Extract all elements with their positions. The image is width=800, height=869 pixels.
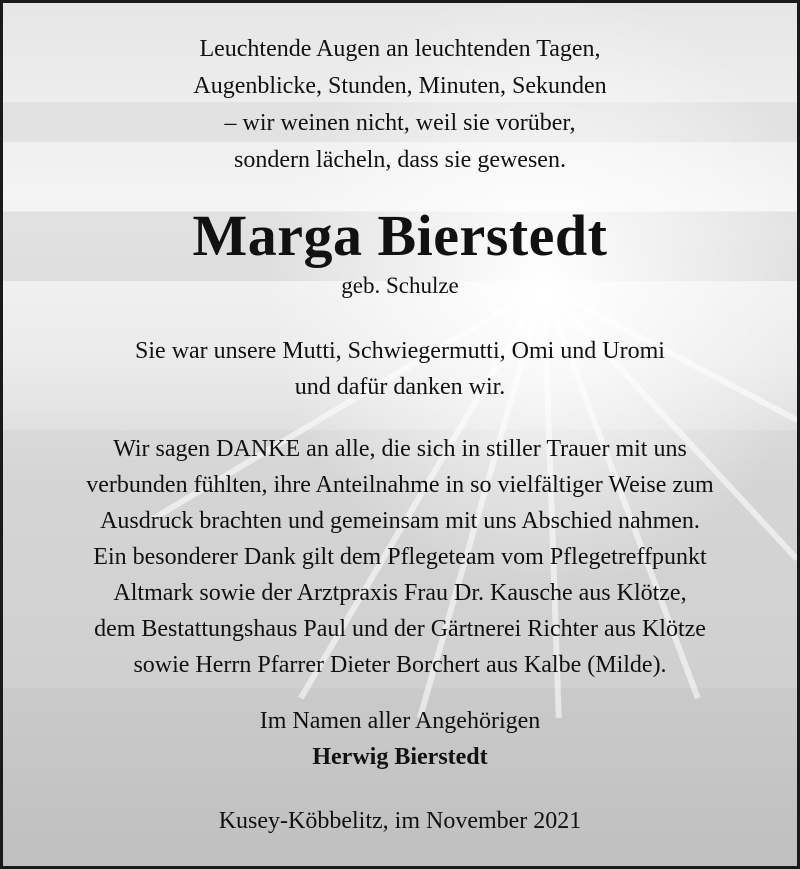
on-behalf-text: Im Namen aller Angehörigen xyxy=(259,708,541,734)
poem-line: – wir weinen nicht, weil sie vorüber, xyxy=(224,110,576,136)
deceased-name: Marga Bierstedt xyxy=(192,203,608,268)
thanks-line: Ausdruck brachten und gemeinsam mit uns Abschied nahmen. xyxy=(100,508,700,534)
birth-name: geb. Schulze xyxy=(341,273,459,298)
relation-text xyxy=(3,333,797,405)
signer-name: Herwig Bierstedt xyxy=(312,744,488,770)
thanks-line: Altmark sowie der Arztpraxis Frau Dr. Kausche aus Klötze, xyxy=(113,580,687,606)
poem-line: sondern lächeln, dass sie gewesen. xyxy=(234,147,566,173)
poem-line: Augenblicke, Stunden, Minuten, Sekunden xyxy=(193,73,607,99)
family-signature xyxy=(3,703,797,775)
relation-line: und dafür danken wir. xyxy=(294,374,506,400)
thanks-line: sowie Herrn Pfarrer Dieter Borchert aus Kalbe (Milde). xyxy=(133,652,667,678)
thanks-line: verbunden fühlten, ihre Anteilnahme in so vielfältiger Weise zum xyxy=(86,472,714,498)
thanks-line: Ein besonderer Dank gilt dem Pflegeteam vom Pflegetreffpunkt xyxy=(93,544,707,570)
thanks-line: Wir sagen DANKE an alle, die sich in stiller Trauer mit uns xyxy=(113,436,687,462)
thanks-text xyxy=(3,431,797,683)
place-date: Kusey-Köbbelitz, im November 2021 xyxy=(218,808,582,834)
relation-line: Sie war unsere Mutti, Schwiegermutti, Omi und Uromi xyxy=(135,338,665,364)
poem-line: Leuchtende Augen an leuchtenden Tagen, xyxy=(199,36,601,62)
thanks-line: dem Bestattungshaus Paul und der Gärtnerei Richter aus Klötze xyxy=(94,616,706,642)
memorial-poem xyxy=(3,31,797,179)
